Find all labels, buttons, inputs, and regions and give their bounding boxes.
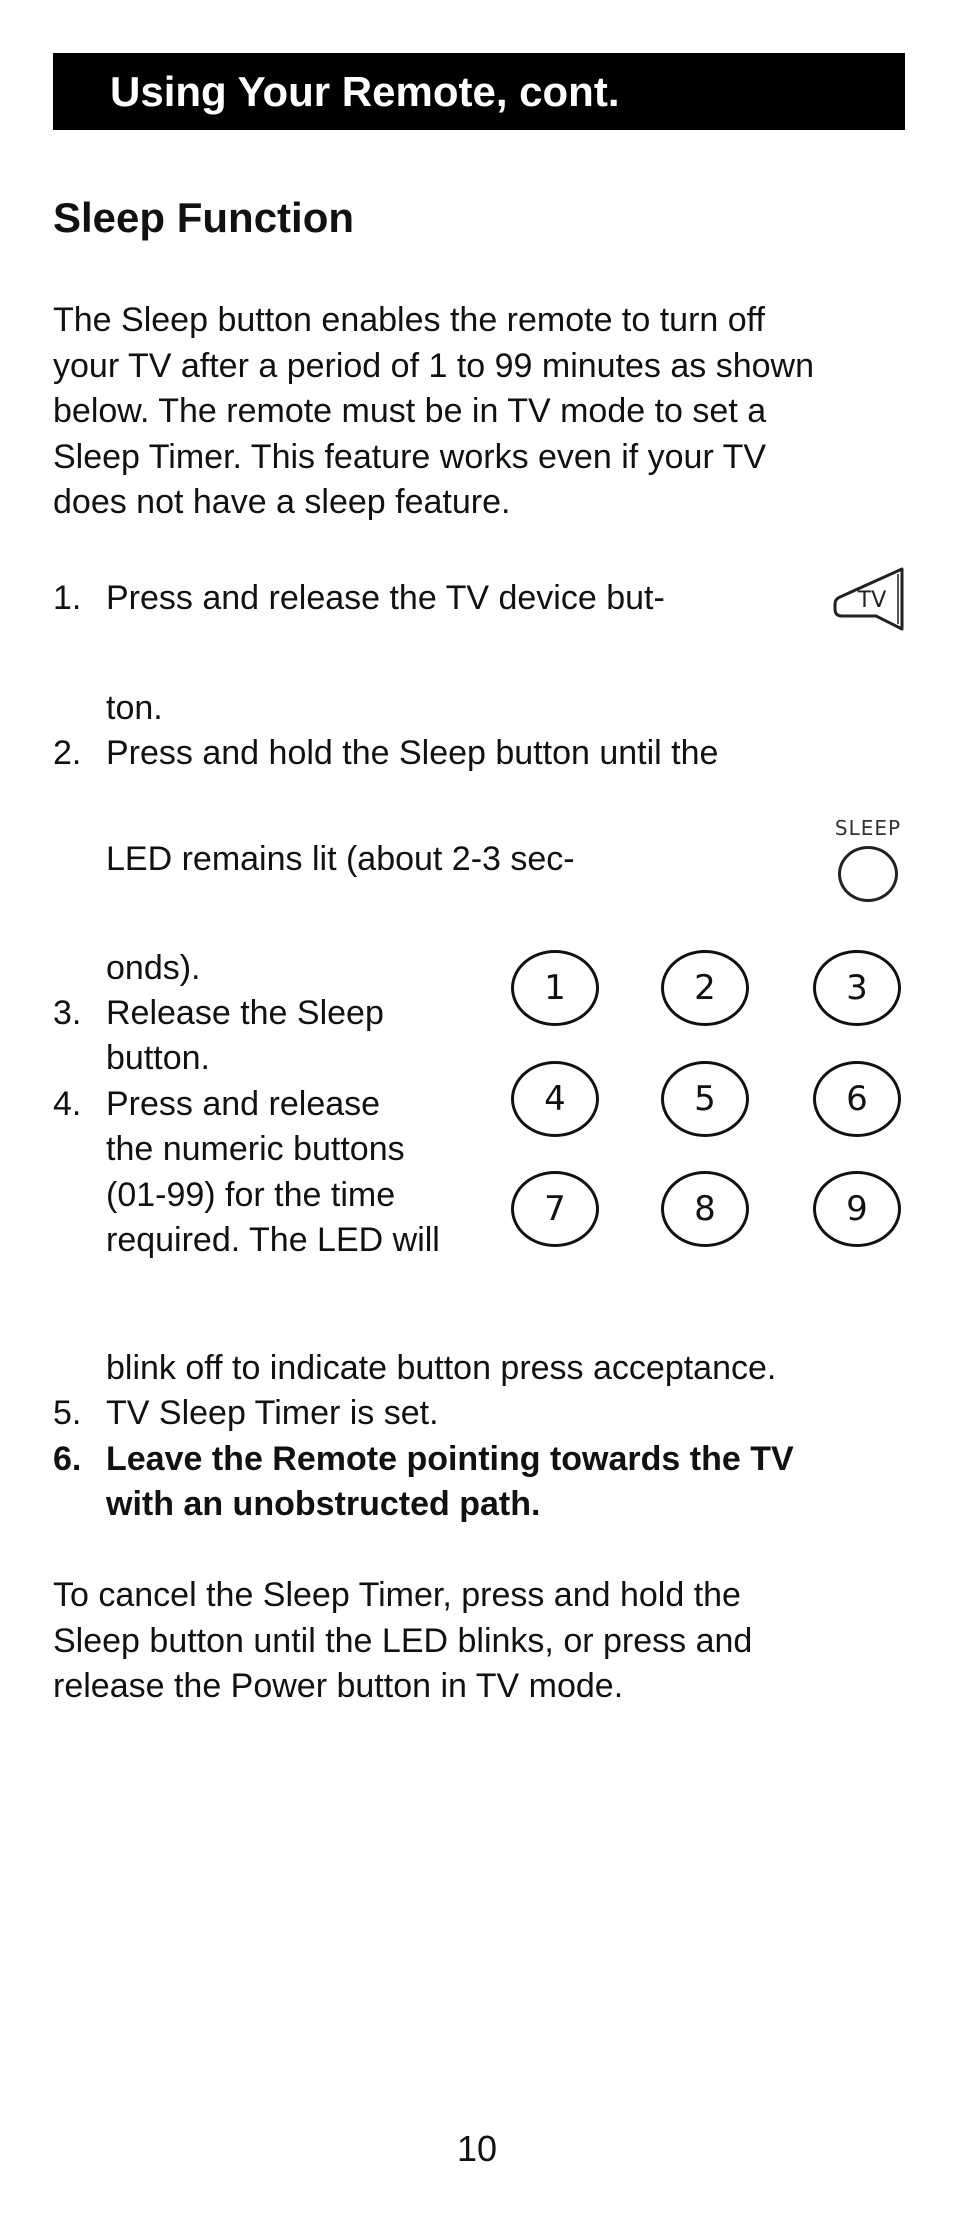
numeric-keypad-icon bbox=[505, 945, 915, 1255]
sleep-button-label: SLEEP bbox=[834, 816, 902, 840]
step-text: Leave the Remote pointing towards the TV bbox=[106, 1440, 794, 1478]
page-number: 10 bbox=[456, 2128, 498, 2169]
step-text: ton. bbox=[106, 689, 163, 727]
step-text: onds). bbox=[106, 949, 201, 987]
step-number: 3. bbox=[53, 994, 82, 1032]
step-text: button. bbox=[106, 1039, 210, 1077]
step-text: Press and release the TV device but- bbox=[106, 579, 665, 617]
intro-line: your TV after a period of 1 to 99 minutes as shown bbox=[53, 346, 815, 385]
step-text: Press and hold the Sleep button until the bbox=[106, 734, 719, 772]
cancel-line: release the Power button in TV mode. bbox=[53, 1667, 624, 1705]
keypad-key-2: 2 bbox=[661, 950, 749, 1026]
step-text: (01-99) for the time bbox=[106, 1176, 396, 1214]
step-text: the numeric buttons bbox=[106, 1130, 405, 1168]
step-text: required. The LED will bbox=[106, 1221, 440, 1259]
step-text: TV Sleep Timer is set. bbox=[106, 1394, 439, 1432]
step-text: Release the Sleep bbox=[106, 994, 384, 1032]
cancel-line: To cancel the Sleep Timer, press and hold the bbox=[53, 1576, 741, 1614]
intro-line: does not have a sleep feature. bbox=[53, 483, 511, 521]
keypad-key-4: 4 bbox=[511, 1061, 599, 1137]
sleep-button-icon bbox=[828, 816, 908, 916]
intro-line: below. The remote must be in TV mode to set a bbox=[53, 392, 767, 430]
step-text: with an unobstructed path. bbox=[106, 1485, 541, 1523]
keypad-key-7: 7 bbox=[511, 1171, 599, 1247]
step-text: blink off to indicate button press acceptance. bbox=[106, 1349, 777, 1387]
keypad-key-5: 5 bbox=[661, 1061, 749, 1137]
cancel-line: Sleep button until the LED blinks, or press and bbox=[53, 1621, 753, 1660]
keypad-key-1: 1 bbox=[511, 950, 599, 1026]
keypad-key-9: 9 bbox=[813, 1171, 901, 1247]
step-number: 1. bbox=[53, 579, 82, 617]
step-number: 4. bbox=[53, 1085, 82, 1123]
step-number: 6. bbox=[53, 1440, 82, 1478]
section-title: Sleep Function bbox=[53, 194, 355, 241]
keypad-key-8: 8 bbox=[661, 1171, 749, 1247]
keypad-key-3: 3 bbox=[813, 950, 901, 1026]
step-text: Press and release bbox=[106, 1085, 381, 1123]
page-header bbox=[53, 53, 905, 130]
tv-button-icon bbox=[832, 566, 906, 632]
step-text: LED remains lit (about 2-3 sec- bbox=[106, 840, 575, 878]
intro-paragraph bbox=[53, 298, 913, 526]
step-number: 5. bbox=[53, 1394, 82, 1432]
cancel-paragraph bbox=[53, 1573, 913, 1710]
sleep-button-circle bbox=[838, 846, 898, 902]
tv-button-label: TV bbox=[857, 588, 887, 613]
step-number: 2. bbox=[53, 734, 82, 772]
keypad-key-6: 6 bbox=[813, 1061, 901, 1137]
intro-line: Sleep Timer. This feature works even if your TV bbox=[53, 437, 767, 476]
header-title: Using Your Remote, cont. bbox=[110, 68, 620, 115]
intro-line: The Sleep button enables the remote to turn off bbox=[53, 301, 765, 339]
